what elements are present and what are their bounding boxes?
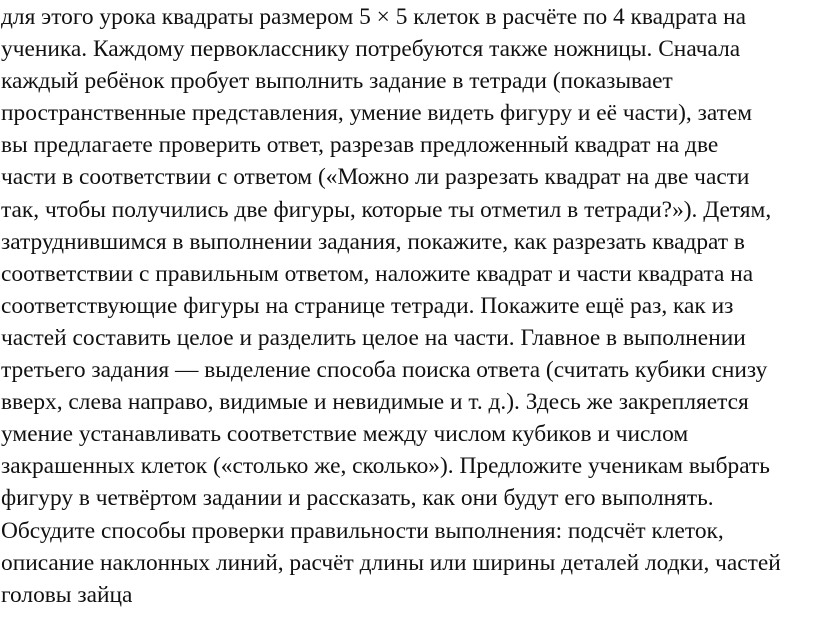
text-line: каждый ребёнок пробует выполнить задание в тетради (показывает	[1, 68, 673, 95]
text-line: фигуру в четвёртом задании и рассказать, как они будут его выполнять.	[1, 485, 714, 512]
text-line: вы предлагаете проверить ответ, разрезав предложенный квадрат на две	[1, 132, 719, 159]
text-line: закрашенных клеток («столько же, сколько»). Предложите ученикам выбрать	[1, 453, 770, 480]
text-line: Обсудите способы проверки правильности выполнения: подсчёт клеток,	[1, 517, 724, 544]
text-line: соответствии с правильным ответом, наложите квадрат и части квадрата на	[1, 260, 754, 287]
text-line: умение устанавливать соответствие между числом кубиков и числом	[1, 421, 689, 448]
body-paragraph	[1, 1, 813, 611]
text-line: вверх, слева направо, видимые и невидимые и т. д.). Здесь же закрепляется	[1, 389, 749, 416]
text-line: для этого урока квадраты размером 5 × 5 клеток в расчёте по 4 квадрата на	[1, 4, 747, 30]
text-line: соответствующие фигуры на странице тетради. Покажите ещё раз, как из	[1, 292, 734, 319]
text-line: описание наклонных линий, расчёт длины или ширины деталей лодки, частей	[1, 549, 781, 576]
text-line: ученика. Каждому первокласснику потребуются также ножницы. Сначала	[1, 36, 741, 63]
text-line: затруднившимся в выполнении задания, покажите, как разрезать квадрат в	[1, 228, 745, 255]
text-line: части в соответствии с ответом («Можно ли разрезать квадрат на две части	[1, 164, 750, 191]
text-line: частей составить целое и разделить целое на части. Главное в выполнении	[1, 324, 746, 351]
text-line: так, чтобы получились две фигуры, которые ты отметил в тетради?»). Детям,	[1, 196, 772, 223]
text-line: третьего задания — выделение способа поиска ответа (считать кубики снизу	[1, 357, 768, 384]
text-line: головы зайца	[1, 581, 133, 608]
text-line: пространственные представления, умение видеть фигуру и её части), затем	[1, 100, 753, 127]
